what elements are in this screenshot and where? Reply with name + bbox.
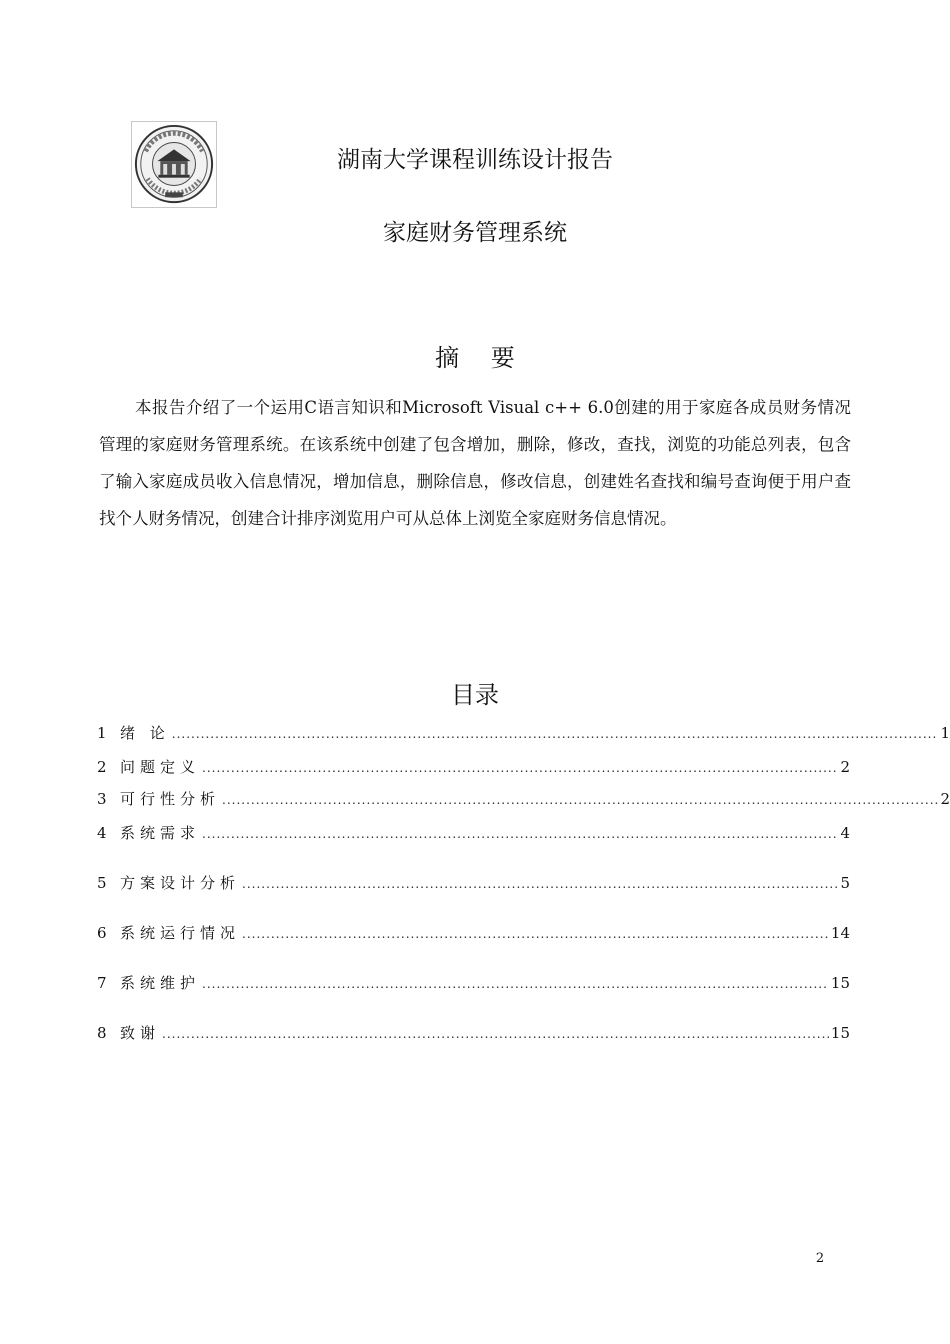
toc-entry-page: 2 xyxy=(940,790,950,808)
abstract-body: 本报告介绍了一个运用C语言知识和Microsoft Visual c++ 6.0创建的用于家庭各成员财务情况管理的家庭财务管理系统。在该系统中创建了包含增加，删除，修改，查找，浏览的功能总列表，包含了输入家庭成员收入信息情况，增加信息，删除信息，修改信息，创建姓名查找和编号查询便于用户查找个人财务情况，创建合计排序浏览用户可从总体上浏览全家庭财务信息情况。 xyxy=(99,398,851,528)
toc-entry-page: 1 xyxy=(940,724,950,742)
toc-entry-5[interactable] xyxy=(97,872,850,894)
toc-leader-dots xyxy=(202,761,838,775)
toc-entry-label: 致谢 xyxy=(120,1024,161,1042)
toc-leader-dots xyxy=(222,793,938,807)
toc-entry-label: 问题定义 xyxy=(120,758,201,776)
toc-entry-number: 4 xyxy=(97,824,107,842)
toc-entry-label: 方案设计分析 xyxy=(120,874,241,892)
report-title: 湖南大学课程训练设计报告 xyxy=(337,147,613,173)
toc-entry-6[interactable] xyxy=(97,922,850,944)
toc-entry-number: 6 xyxy=(97,924,107,942)
toc-leader-dots xyxy=(202,827,838,841)
toc-entry-7[interactable] xyxy=(97,972,850,994)
toc-entry-page: 15 xyxy=(830,974,850,992)
toc-entry-page: 4 xyxy=(840,824,850,842)
toc-entry-number: 5 xyxy=(97,874,107,892)
page-number: 2 xyxy=(815,1251,825,1266)
toc-entry-2[interactable] xyxy=(97,756,850,778)
toc-entry-page: 15 xyxy=(830,1024,850,1042)
toc-entry-label: 系统维护 xyxy=(120,974,201,992)
toc-entry-label: 系统需求 xyxy=(120,824,201,842)
toc-entry-label: 可行性分析 xyxy=(120,790,221,808)
toc-heading: 目录 xyxy=(451,681,499,709)
toc-entry-number: 3 xyxy=(97,790,107,808)
toc-entry-number: 8 xyxy=(97,1024,107,1042)
toc-leader-dots xyxy=(242,927,829,941)
toc-entry-3[interactable] xyxy=(97,788,950,810)
toc-leader-dots xyxy=(202,977,829,991)
toc-entry-page: 14 xyxy=(830,924,850,942)
toc-entry-page: 5 xyxy=(840,874,850,892)
toc-entry-page: 2 xyxy=(840,758,850,776)
toc-entry-1[interactable] xyxy=(97,722,950,744)
toc-entry-number: 2 xyxy=(97,758,107,776)
toc-entry-8[interactable] xyxy=(97,1022,850,1044)
toc-leader-dots xyxy=(162,1027,829,1041)
system-title: 家庭财务管理系统 xyxy=(383,220,567,246)
toc-entry-number: 1 xyxy=(97,724,107,742)
toc-entry-4[interactable] xyxy=(97,822,850,844)
abstract-heading: 摘 要 xyxy=(435,344,527,372)
toc-leader-dots xyxy=(242,877,838,891)
toc-entry-label: 绪 论 xyxy=(120,724,170,742)
toc-entry-number: 7 xyxy=(97,974,107,992)
toc-leader-dots xyxy=(172,727,939,741)
toc-entry-label: 系统运行情况 xyxy=(120,924,241,942)
